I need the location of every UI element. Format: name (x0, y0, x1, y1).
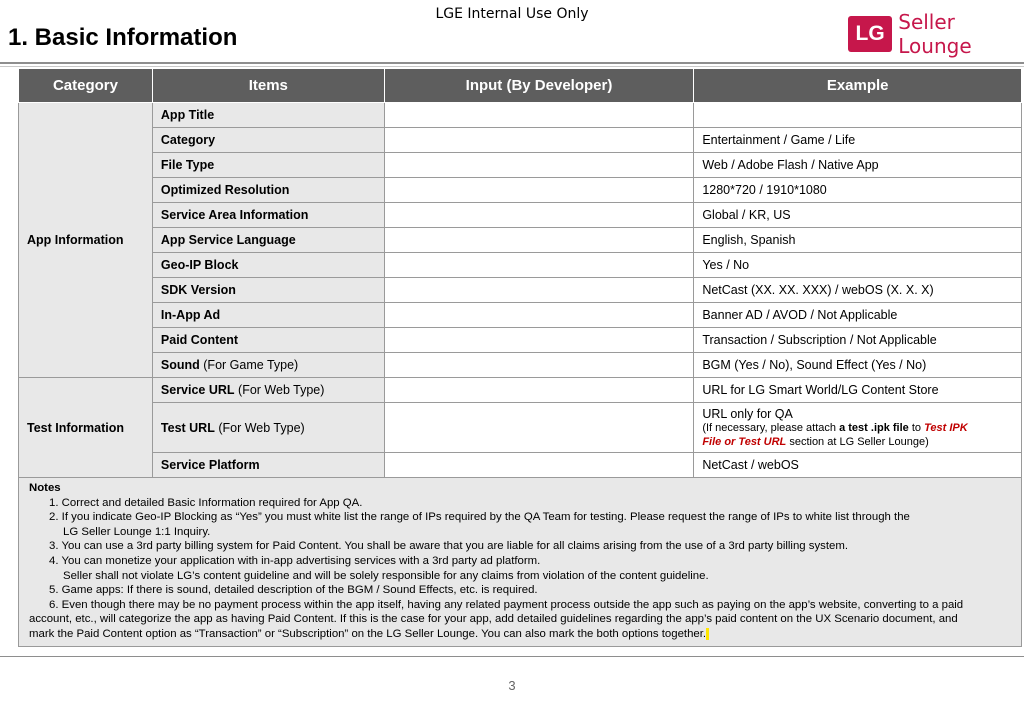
note-text: to (908, 421, 925, 434)
input-cell[interactable] (384, 178, 694, 203)
table-row (19, 403, 1022, 453)
footer-divider (0, 656, 1024, 657)
item-cell: In-App Ad (152, 303, 384, 328)
example-cell: Web / Adobe Flash / Native App (694, 153, 1022, 178)
item-cell (152, 353, 384, 378)
item-cell (152, 378, 384, 403)
example-cell: Global / KR, US (694, 203, 1022, 228)
header-divider-thin (0, 66, 1024, 67)
table-header-row (19, 69, 1022, 103)
table-row (19, 203, 1022, 228)
basic-information-table (18, 68, 1022, 647)
item-cell: App Service Language (152, 228, 384, 253)
page-title: 1. Basic Information (8, 24, 238, 51)
note-line: 4. You can monetize your application with in-app advertising services with a 3rd party ad platform. (49, 554, 541, 567)
note-line (29, 627, 1013, 642)
example-cell: BGM (Yes / No), Sound Effect (Yes / No) (694, 353, 1022, 378)
lg-seller-lounge-logo (848, 10, 1024, 58)
example-cell (694, 103, 1022, 128)
notes-row (19, 478, 1022, 647)
classification-label: LGE Internal Use Only (435, 6, 589, 22)
input-cell[interactable] (384, 153, 694, 178)
note-line: 5. Game apps: If there is sound, detailed description of the BGM / Sound Effects, etc. is required. (49, 584, 538, 597)
item-cell: SDK Version (152, 278, 384, 303)
input-cell[interactable] (384, 103, 694, 128)
input-cell[interactable] (384, 403, 694, 453)
header-category: Category (19, 69, 153, 103)
table-row (19, 178, 1022, 203)
example-cell: URL for LG Smart World/LG Content Store (694, 378, 1022, 403)
header-input: Input (By Developer) (384, 69, 694, 103)
example-cell (694, 403, 1022, 453)
category-test-information: Test Information (19, 378, 153, 478)
note-line: 3. You can use a 3rd party billing system for Paid Content. You shall be aware that you are liable for all claims arising from the use of a 3rd party billing system. (49, 540, 849, 553)
input-cell[interactable] (384, 353, 694, 378)
item-cell: Service Platform (152, 453, 384, 478)
table-row (19, 153, 1022, 178)
table-row (19, 378, 1022, 403)
item-cell: Category (152, 128, 384, 153)
lg-logo-icon: LG (848, 16, 892, 52)
item-suffix: (For Game Type) (199, 358, 299, 372)
header-example: Example (694, 69, 1022, 103)
example-cell: Entertainment / Game / Life (694, 128, 1022, 153)
example-note (702, 435, 1021, 449)
input-cell[interactable] (384, 328, 694, 353)
table-row (19, 103, 1022, 128)
item-cell: Optimized Resolution (152, 178, 384, 203)
item-cell: File Type (152, 153, 384, 178)
note-bold: a test .ipk file (839, 421, 909, 434)
example-line: URL only for QA (702, 406, 793, 421)
table-row (19, 128, 1022, 153)
table-row (19, 328, 1022, 353)
note-text: mark the Paid Content option as “Transaction” or “Subscription” on the LG Seller Lounge. You can also mark the both options together. (29, 627, 707, 640)
input-cell[interactable] (384, 203, 694, 228)
item-label: Sound (160, 358, 200, 372)
input-cell[interactable] (384, 228, 694, 253)
note-text: section at LG Seller Lounge) (786, 435, 929, 448)
table-row (19, 228, 1022, 253)
item-cell: App Title (152, 103, 384, 128)
logo-text: Seller Lounge (898, 10, 972, 58)
highlight-mark (706, 628, 709, 640)
note-line: 2. If you indicate Geo-IP Blocking as “Yes” you must white list the range of IPs required by the QA Team for testing. Please request the range of IPs to white list through the (49, 511, 910, 524)
example-cell: NetCast (XX. XX. XXX) / webOS (X. X. X) (694, 278, 1022, 303)
note-line: LG Seller Lounge 1:1 Inquiry. (63, 525, 211, 538)
note-line: Seller shall not violate LG’s content guideline and will be solely responsible for any claims from violation of the content guideline. (63, 569, 709, 582)
table-row (19, 453, 1022, 478)
table-row (19, 253, 1022, 278)
note-line: account, etc., will categorize the app as having Paid Content. If this is the case for your app, add detailed guidelines regarding the app’s paid content on the UX Scenario document, and (29, 613, 958, 626)
table-row (19, 278, 1022, 303)
notes-heading: Notes (29, 482, 61, 494)
item-cell: Service Area Information (152, 203, 384, 228)
header-divider (0, 62, 1024, 64)
note-line: 6. Even though there may be no payment process within the app itself, having any related payment process outside the app such as paying on the app’s website, converting to a paid (49, 598, 964, 611)
input-cell[interactable] (384, 453, 694, 478)
table-row (19, 303, 1022, 328)
example-cell: Transaction / Subscription / Not Applicable (694, 328, 1022, 353)
item-suffix: (For Web Type) (234, 383, 325, 397)
item-cell (152, 403, 384, 453)
input-cell[interactable] (384, 303, 694, 328)
category-app-information: App Information (19, 103, 153, 378)
example-cell: NetCast / webOS (694, 453, 1022, 478)
item-cell: Paid Content (152, 328, 384, 353)
note-line: 1. Correct and detailed Basic Information required for App QA. (49, 496, 363, 509)
header-items: Items (152, 69, 384, 103)
example-cell: English, Spanish (694, 228, 1022, 253)
notes-cell (19, 478, 1022, 647)
input-cell[interactable] (384, 128, 694, 153)
item-suffix: (For Web Type) (214, 420, 305, 435)
input-cell[interactable] (384, 253, 694, 278)
item-cell: Geo-IP Block (152, 253, 384, 278)
input-cell[interactable] (384, 278, 694, 303)
item-label: Test URL (160, 420, 215, 435)
table-row (19, 353, 1022, 378)
note-red: Test IPK (924, 421, 968, 434)
item-label: Service URL (160, 383, 235, 397)
page-number: 3 (508, 678, 516, 693)
example-cell: 1280*720 / 1910*1080 (694, 178, 1022, 203)
example-cell: Banner AD / AVOD / Not Applicable (694, 303, 1022, 328)
note-red: File or Test URL (702, 435, 787, 448)
example-note (702, 421, 1021, 435)
example-cell: Yes / No (694, 253, 1022, 278)
input-cell[interactable] (384, 378, 694, 403)
note-text: (If necessary, please attach (702, 421, 840, 434)
